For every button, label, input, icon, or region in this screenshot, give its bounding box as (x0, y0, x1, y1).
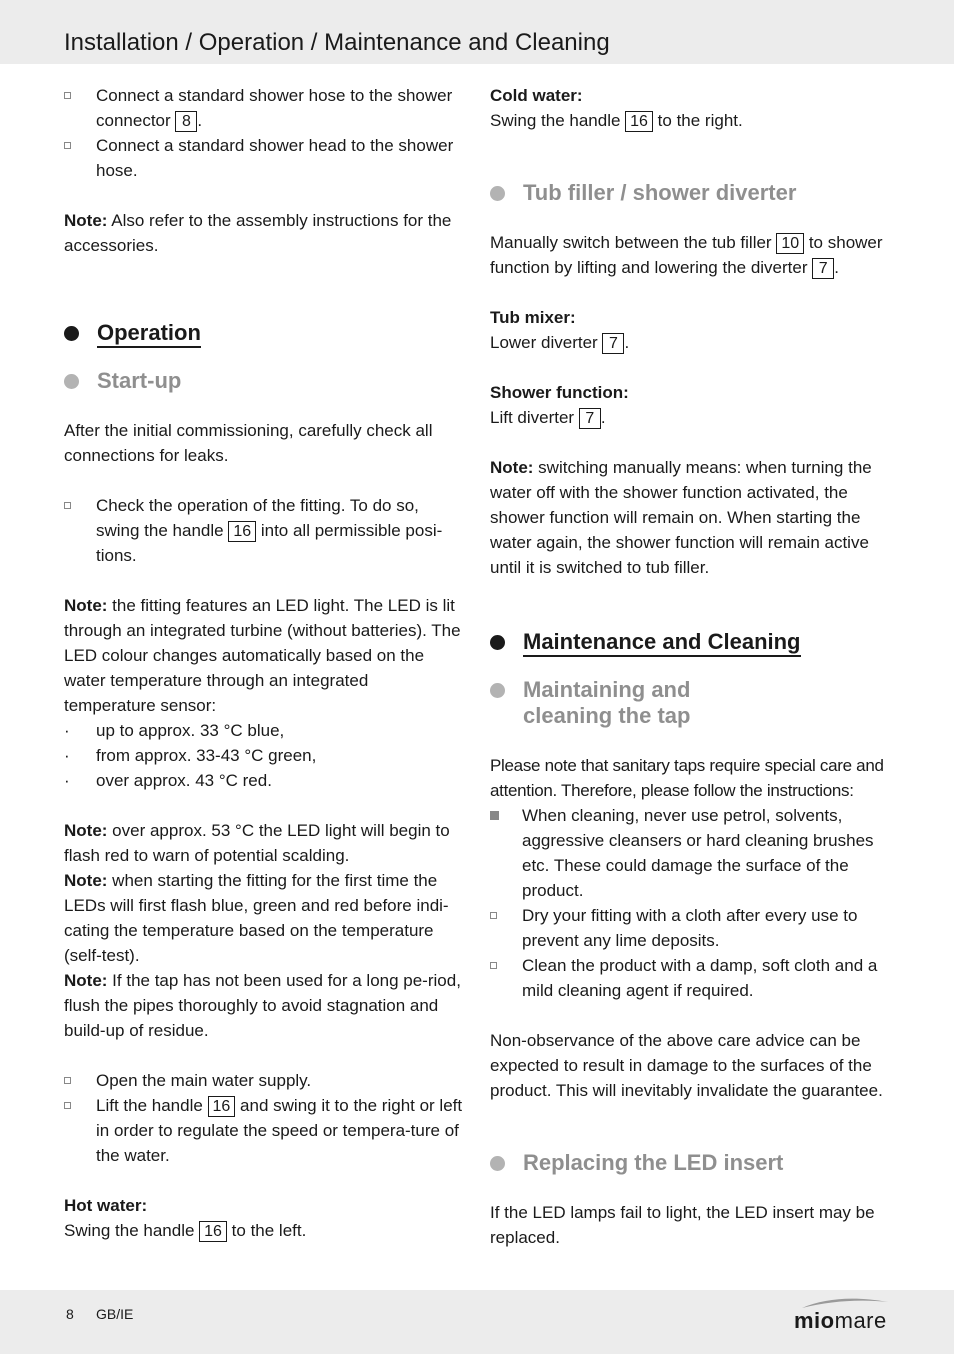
label-tub-mixer: Tub mixer: (490, 308, 576, 327)
checkbox-bullet-icon (490, 912, 497, 919)
section-heading-maintenance: Maintenance and Cleaning (490, 627, 890, 657)
list-item: · over approx. 43 °C red. (64, 768, 464, 793)
paragraph: Please note that sanitary taps require special care and attention. Therefore, please follow the instructions: (490, 756, 884, 800)
note: Note: when starting the fitting for the first time the LEDs will first flash blue, green and red before indi-cating the temperature based on the temperature (self-test). (64, 871, 449, 965)
note: Note: over approx. 53 °C the LED light will begin to flash red to warn of potential scalding. (64, 821, 450, 865)
section-bullet-icon (490, 1156, 505, 1171)
paragraph: If the LED lamps fail to light, the LED insert may be replaced. (490, 1203, 875, 1247)
list-item: · from approx. 33-43 °C green, (64, 743, 464, 768)
subsection-heading-startup: Start-up (64, 368, 464, 394)
right-column (490, 83, 890, 1250)
paragraph: Non-observance of the above care advice can be expected to result in damage to the surfaces of the product. This will inevitably invalidate the guarantee. (490, 1031, 883, 1100)
section-heading-operation: Operation (64, 318, 464, 348)
label-hot-water: Hot water: (64, 1196, 148, 1215)
part-reference: 16 (625, 111, 653, 132)
note: Note: switching manually means: when turning the water off with the shower function activated, the shower function will remain on. When starting the water again, the shower function will remain active until it is switched to tub filler. (490, 458, 872, 577)
part-reference: 16 (199, 1221, 227, 1242)
paragraph: Lower diverter 7 . (490, 333, 630, 352)
section-bullet-icon (490, 635, 505, 650)
page-title: Installation / Operation / Maintenance and Cleaning (64, 29, 610, 56)
checkbox-bullet-icon (64, 142, 71, 149)
label-shower-function: Shower function: (490, 383, 629, 402)
paragraph: Lift diverter 7 . (490, 408, 606, 427)
part-reference: 7 (812, 258, 834, 279)
subsection-heading-maintaining: Maintaining and cleaning the tap (490, 677, 890, 729)
list-item: · up to approx. 33 °C blue, (64, 718, 464, 743)
list-item: Dry your fitting with a cloth after every use to prevent any lime deposits. (490, 903, 890, 953)
checkbox-bullet-icon (64, 1102, 71, 1109)
paragraph: Swing the handle 16 to the left. (64, 1221, 307, 1240)
square-bullet-icon (490, 811, 499, 820)
part-reference: 8 (175, 111, 197, 132)
paragraph: Manually switch between the tub filler 10 to shower function by lifting and lowering the diverter 7 . (490, 233, 883, 277)
brand-wordmark: miomare (794, 1308, 887, 1333)
part-reference: 7 (602, 333, 624, 354)
part-reference: 7 (579, 408, 601, 429)
list-item: Clean the product with a damp, soft cloth and a mild cleaning agent if required. (490, 953, 890, 1003)
checkbox-bullet-icon (64, 1077, 71, 1084)
dot-bullet-icon: · (64, 721, 70, 740)
list-item: Lift the handle 16 and swing it to the right or left in order to regulate the speed or tempera-ture of the water. (64, 1093, 464, 1168)
part-reference: 16 (208, 1096, 236, 1117)
label-cold-water: Cold water: (490, 86, 583, 105)
part-reference: 10 (776, 233, 804, 254)
section-bullet-icon (490, 683, 505, 698)
paragraph: Swing the handle 16 to the right. (490, 111, 743, 130)
language-code: GB/IE (96, 1306, 134, 1322)
note: Note: the fitting features an LED light. The LED is lit through an integrated turbine (without batteries). The LED colour changes automatically based on the water temperature through an integrated temperature sensor: (64, 596, 461, 715)
section-bullet-icon (490, 186, 505, 201)
subsection-heading-diverter: Tub filler / shower diverter (490, 180, 890, 206)
list-item: Connect a standard shower head to the shower hose. (64, 133, 464, 183)
dot-bullet-icon: · (64, 771, 70, 790)
section-bullet-icon (64, 374, 79, 389)
paragraph: After the initial commissioning, carefully check all connections for leaks. (64, 421, 433, 465)
part-reference: 16 (228, 521, 256, 542)
checkbox-bullet-icon (64, 92, 71, 99)
brand-logo (794, 1296, 894, 1336)
note: Note: If the tap has not been used for a long pe-riod, flush the pipes thoroughly to avoid stagnation and build-up of residue. (64, 971, 461, 1040)
subsection-heading-led: Replacing the LED insert (490, 1150, 890, 1176)
list-item: When cleaning, never use petrol, solvents, aggressive cleansers or hard cleaning brushes etc. These could damage the surface of the product. (490, 803, 890, 903)
note: Note: Also refer to the assembly instructions for the accessories. (64, 211, 452, 255)
checkbox-bullet-icon (490, 962, 497, 969)
checkbox-bullet-icon (64, 502, 71, 509)
list-item: Check the operation of the fitting. To do so, swing the handle 16 into all permissible posi-tions. (64, 493, 464, 568)
list-item: Open the main water supply. (64, 1068, 464, 1093)
list-item: Connect a standard shower hose to the shower connector 8 . (64, 83, 464, 133)
page-number: 8 (66, 1306, 74, 1322)
left-column (64, 83, 464, 1243)
dot-bullet-icon: · (64, 746, 70, 765)
section-bullet-icon (64, 326, 79, 341)
